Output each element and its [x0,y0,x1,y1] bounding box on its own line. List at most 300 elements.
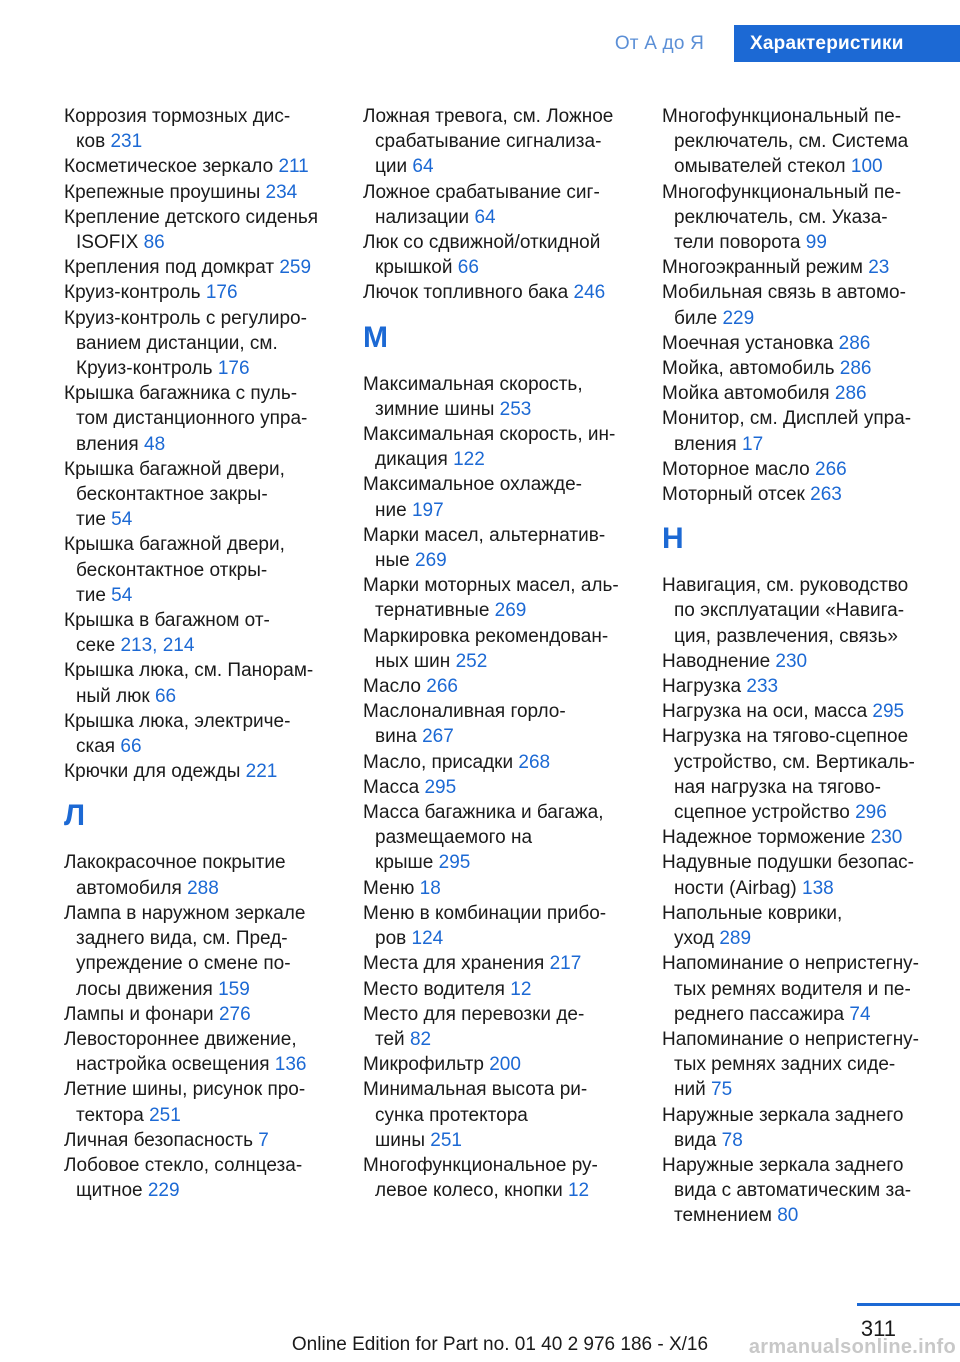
index-page-link[interactable]: 200 [489,1054,521,1076]
index-entry-line [64,129,344,154]
index-page-link[interactable]: 295 [438,852,471,874]
index-entry-line [363,850,643,875]
index-page-link[interactable]: 66 [457,257,479,279]
index-entry-line [662,381,942,406]
index-entry-line [662,129,942,154]
index-entry-line [64,255,344,280]
index-entry-text: Меню в комбинации прибо- [363,902,607,924]
index-page-link[interactable]: 229 [722,307,755,329]
index-entry-text: ный люк [76,685,150,707]
index-page-link[interactable]: 234 [265,181,298,203]
index-entry-line [363,951,643,976]
index-page-link[interactable]: 12 [567,1180,590,1202]
index-entry-line [363,180,643,205]
index-entry-line [64,658,344,683]
index-entry [64,1153,344,1203]
index-entry-text: Нагрузка на тягово-сцепное [662,726,909,748]
index-page-link[interactable]: 12 [510,978,532,1000]
index-page-link[interactable]: 286 [834,383,867,405]
index-entry-line [363,876,643,901]
index-entry [363,104,643,180]
index-entry-text: тернативные [375,600,490,622]
header-chapter-tab: Характеристики [734,25,960,62]
index-entry-text: Многофункциональный пе- [662,106,902,127]
index-page-link[interactable]: 286 [838,332,871,354]
index-entry-line [64,1103,344,1128]
index-entry [64,104,344,154]
index-entry-line [662,825,942,850]
index-page-link[interactable]: 122 [453,449,485,471]
index-entry [662,1027,942,1103]
index-entry-text: Лампы и фонари [64,1003,214,1025]
index-entry [363,1077,643,1153]
index-entry-text: Напоминание о непристегну- [662,1028,920,1050]
index-page-link[interactable]: 231 [110,131,143,153]
index-entry-text: ции [375,156,408,178]
index-entry-line [64,583,344,608]
index-entry-text: секе [76,635,116,657]
index-page-link[interactable]: 100 [850,156,883,178]
index-entry-line [363,1178,643,1203]
index-entry [64,457,344,533]
index-entry-text: реключатель, см. Система [674,131,909,153]
index-entry-text: срабатывание сигнализа- [375,131,602,153]
index-page-link[interactable]: 266 [815,458,847,480]
index-entry [662,724,942,825]
index-entry-text: реднего пассажира [674,1003,845,1025]
index-entry-text: темнением [674,1205,772,1227]
index-entry-line [662,598,942,623]
index-entry-line [662,977,942,1002]
index-page-link[interactable]: 269 [415,550,447,572]
index-entry [64,1002,344,1027]
index-entry-line [363,926,643,951]
index-entry-line [662,230,942,255]
index-entry [363,180,643,230]
index-entry [662,951,942,1027]
index-entry-text: Люк со сдвижной/откидной [363,232,601,254]
index-entry-text: лосы движения [76,978,213,1000]
index-entry-line [363,498,643,523]
index-page-link[interactable]: 23 [868,257,890,279]
index-page-link[interactable]: 80 [777,1205,799,1227]
index-entry-line [64,306,344,331]
index-entry-line [662,926,942,951]
index-entry [64,850,344,900]
index-entry-text: Нагрузка [662,676,742,698]
index-entry [662,280,942,330]
index-entry-text: по эксплуатации «Навига- [674,600,905,622]
index-entry-text: Напольные коврики, [662,902,843,924]
index-page-link[interactable]: 253 [499,398,532,420]
index-entry-line [662,649,942,674]
index-entry-line [662,1178,942,1203]
index-entry-line [363,1027,643,1052]
index-entry-line [662,1128,942,1153]
index-entry-text: тие [76,584,106,606]
index-page-link[interactable]: 246 [573,282,606,304]
index-entry-line [662,482,942,507]
index-entry [363,775,643,800]
index-page-link[interactable]: 289 [719,928,752,950]
index-entry-line [64,1178,344,1203]
index-entry [662,825,942,850]
index-entry [662,381,942,406]
index-entry-text: нализации [375,206,470,228]
index-entry-text: ISOFIX [76,232,139,254]
index-entry-line [363,977,643,1002]
index-entry [662,104,942,180]
index-entry-text: Наружные зеркала заднего [662,1104,904,1126]
index-entry-text: ванием дистанции, см. [76,332,278,354]
index-entry-text: Навигация, см. руководство [662,575,909,597]
index-entry-line [64,901,344,926]
index-entry-line [64,205,344,230]
index-entry-line [363,649,643,674]
index-entry-line [662,154,942,179]
page-header [0,0,960,62]
index-entry [662,850,942,900]
index-entry-text: ция, развлечения, связь» [674,625,898,647]
index-entry-text: Максимальное охлажде- [363,474,582,496]
index-entry-text: сунка протектора [375,1104,528,1126]
index-entry-line [363,699,643,724]
index-entry-line [662,1002,942,1027]
index-page-link[interactable]: 252 [455,650,488,672]
index-entry [662,1153,942,1229]
index-entry-line [64,104,344,129]
index-entry-line [662,775,942,800]
index-entry-line [662,1203,942,1228]
index-page-link[interactable]: 221 [245,761,278,783]
index-entry [662,255,942,280]
index-entry-line [662,180,942,205]
index-entry-text: размещаемого на [375,827,533,849]
index-letter-heading: Н [662,522,684,556]
index-page-link[interactable]: 138 [802,877,834,899]
index-entry-line [64,633,344,658]
index-entry-text: Масло [363,676,421,698]
index-entry-line [662,850,942,875]
index-entry-line [64,876,344,901]
index-entry-line [662,951,942,976]
index-page-link[interactable]: 54 [111,509,133,531]
index-entry [662,482,942,507]
index-entry-text: Моторный отсек [662,484,805,506]
index-entry-line [363,422,643,447]
index-entry-text: Мобильная связь в автомо- [662,282,906,304]
index-page-link[interactable]: 54 [111,584,133,606]
index-entry-text: уход [674,928,715,950]
index-entry-text: ская [76,736,116,758]
index-page-link[interactable]: 288 [187,877,219,899]
index-entry-line [64,356,344,381]
index-entry-text: вина [375,726,417,748]
index-page-link[interactable]: 159 [218,978,250,1000]
index-page-link[interactable]: 286 [839,358,872,380]
index-entry-line [662,800,942,825]
index-entry-line [64,230,344,255]
index-entry [64,1077,344,1127]
index-entry [363,1052,643,1077]
index-page-link[interactable]: 251 [149,1104,181,1126]
index-entry [64,759,344,784]
index-page-link[interactable]: 82 [409,1028,432,1050]
index-letter-heading: М [363,320,388,354]
index-entry-text: омывателей стекол [674,156,846,178]
index-entry-line [662,457,942,482]
index-letter-heading: Л [64,799,86,833]
index-entry-line [64,734,344,759]
index-entry-line [363,205,643,230]
index-page-link[interactable]: 263 [810,484,842,506]
index-entry [64,255,344,280]
index-page-link[interactable]: 233 [746,676,779,698]
index-page-link[interactable]: 66 [154,685,177,707]
index-entry-text: тие [76,509,106,531]
index-column-2 [363,104,643,1203]
index-entry-line [64,280,344,305]
index-entry-text: Многофункциональное ру- [363,1154,598,1176]
index-entry-text: вления [76,433,139,455]
index-entry [64,532,344,608]
index-entry [662,901,942,951]
index-entry-line [363,397,643,422]
index-page-link[interactable]: 230 [870,827,903,849]
index-page-link[interactable]: 213, 214 [120,635,195,657]
index-entry-text: автомобиля [76,877,182,899]
index-page-link[interactable]: 75 [711,1079,733,1101]
index-entry-line [662,280,942,305]
index-page-link[interactable]: 217 [549,953,582,975]
index-entry-text: Наружные зеркала заднего [662,1154,904,1176]
index-entry-line [662,1103,942,1128]
index-entry-text: левое колесо, кнопки [375,1180,563,1202]
index-entry-text: ных шин [375,650,451,672]
index-entry-text: Нагрузка на оси, масса [662,701,868,723]
index-page-link[interactable]: 295 [424,776,457,798]
index-column-3 [662,104,942,1229]
index-entry [662,699,942,724]
index-entry [64,608,344,658]
index-entry-text: Моечная установка [662,332,834,354]
index-entry-text: Крышка багажной двери, [64,458,285,480]
index-entry-line [363,825,643,850]
index-entry-text: настройка освещения [76,1054,270,1076]
index-entry-line [64,1077,344,1102]
index-entry-text: тых ремнях водителя и пе- [674,978,911,1000]
index-entry-line [363,1002,643,1027]
index-entry-line [662,205,942,230]
index-entry-line [363,255,643,280]
index-entry-text: Максимальная скорость, ин- [363,424,616,446]
index-entry-line [363,800,643,825]
index-entry-text: упреждение о смене по- [76,953,291,975]
index-entry-line [363,447,643,472]
index-entry-text: зимние шины [375,398,495,420]
index-entry-text: Многофункциональный пе- [662,181,902,203]
index-page-link[interactable]: 268 [518,751,551,773]
index-entry [363,573,643,623]
index-entry-text: Ложное срабатывание сиг- [363,181,600,203]
index-entry-line [662,624,942,649]
index-entry-line [363,280,643,305]
index-entry-text: ние [375,499,407,521]
index-entry [64,280,344,305]
index-page-link[interactable]: 18 [419,877,441,899]
index-entry-line [363,230,643,255]
index-entry-line [64,406,344,431]
index-page-link[interactable]: 211 [278,156,309,178]
index-entry-text: ков [76,131,106,153]
index-entry-line [662,331,942,356]
index-entry-line [64,759,344,784]
index-entry-line [363,523,643,548]
index-entry-text: Масса багажника и багажа, [363,802,604,824]
index-entry [64,154,344,179]
index-entry [662,457,942,482]
index-page-link[interactable]: 78 [721,1129,743,1151]
index-entry-text: крышкой [375,257,453,279]
index-entry-line [662,674,942,699]
index-entry-text: щитное [76,1180,143,1202]
index-entry-line [363,1103,643,1128]
index-page-link[interactable]: 176 [205,282,238,304]
index-entry-line [662,356,942,381]
index-page-link[interactable]: 86 [143,232,165,254]
index-entry-line [64,432,344,457]
index-entry-line [662,255,942,280]
index-entry [64,901,344,1002]
index-entry-line [662,901,942,926]
index-entry-text: тей [375,1028,405,1050]
index-page-link[interactable]: 267 [422,726,454,748]
index-entry [662,1103,942,1153]
index-entry-text: Круиз-контроль с регулиро- [64,307,307,329]
index-entry-line [64,180,344,205]
index-entry [363,1002,643,1052]
index-entry-line [363,1128,643,1153]
index-entry [662,573,942,649]
index-entry-line [64,1052,344,1077]
index-entry-text: Маслоналивная горло- [363,701,566,723]
index-entry-text: Лобовое стекло, солнцеза- [64,1154,303,1176]
index-entry-line [64,558,344,583]
index-entry-text: Мойка, автомобиль [662,358,835,380]
index-entry-line [363,674,643,699]
index-page-link[interactable]: 66 [120,736,142,758]
index-entry-line [363,1153,643,1178]
index-entry [662,331,942,356]
index-entry-text: Масло, присадки [363,751,514,773]
index-entry [64,205,344,255]
index-entry-text: Максимальная скорость, [363,373,583,395]
index-page-link[interactable]: 230 [775,650,808,672]
header-section-label: От А до Я [614,32,704,54]
index-entry-text: Крышка люка, электриче- [64,710,291,732]
index-entry-text: Крышка багажной двери, [64,534,285,556]
index-page-link[interactable]: 269 [494,600,527,622]
index-page-link[interactable]: 296 [855,802,887,824]
index-entry-line [363,724,643,749]
index-entry-text: Крючки для одежды [64,761,241,783]
index-page-link[interactable]: 7 [258,1129,269,1151]
index-entry-text: тектора [76,1104,144,1126]
index-entry-line [64,381,344,406]
index-page-link[interactable]: 251 [430,1129,462,1151]
index-page-link[interactable]: 229 [147,1180,180,1202]
index-entry-text: Моторное масло [662,458,810,480]
index-entry [64,709,344,759]
index-page-link[interactable]: 266 [426,676,458,698]
index-entry-line [64,482,344,507]
index-page-link[interactable]: 259 [279,257,312,279]
index-entry-text: Маркировка рекомендован- [363,625,609,647]
index-entry [363,750,643,775]
index-entry-text: Крышка багажника с пуль- [64,383,298,405]
index-page-link[interactable]: 48 [144,433,166,455]
index-entry-line [64,951,344,976]
index-entry-text: Место водителя [363,978,505,1000]
index-entry-text: Надувные подушки безопас- [662,852,915,874]
index-entry-text: ний [674,1079,706,1101]
index-entry [363,674,643,699]
index-entry-line [64,154,344,179]
index-entry-text: Наводнение [662,650,771,672]
index-page-link[interactable]: 197 [411,499,444,521]
index-entry-text: Крышка в багажном от- [64,610,270,632]
index-entry-line [363,129,643,154]
index-entry-line [363,624,643,649]
index-page-link[interactable]: 295 [872,701,905,723]
index-page-link[interactable]: 124 [411,928,444,950]
index-page-link[interactable]: 176 [217,358,250,380]
index-page-link[interactable]: 64 [474,206,496,228]
index-entry [64,658,344,708]
index-entry-text: биле [674,307,718,329]
index-entry-line [64,709,344,734]
index-entry-text: сцепное устройство [674,802,850,824]
index-entry-text: крыше [375,852,434,874]
index-page-link[interactable]: 74 [849,1003,871,1025]
index-entry [363,472,643,522]
index-entry-line [363,598,643,623]
index-entry-text: ная нагрузка на тягово- [674,776,881,798]
index-entry-line [662,1153,942,1178]
index-entry [662,649,942,674]
index-entry-text: Монитор, см. Дисплей упра- [662,408,912,430]
index-entry-text: Масса [363,776,420,798]
footer-rule [857,1303,960,1306]
index-entry-text: том дистанционного упра- [76,408,308,430]
index-entry-text: бесконтактное откры- [76,559,268,581]
index-entry-text: Напоминание о непристегну- [662,953,920,975]
index-entry-line [363,1052,643,1077]
index-page-link[interactable]: 136 [274,1054,307,1076]
index-entry [363,372,643,422]
index-entry-text: тых ремнях задних сиде- [674,1054,896,1076]
index-entry [662,356,942,381]
index-page-link[interactable]: 64 [412,156,434,178]
index-page-link[interactable]: 17 [742,433,764,455]
index-entry-line [64,1027,344,1052]
index-entry-line [64,457,344,482]
index-entry-text: вида [674,1129,717,1151]
index-page-link[interactable]: 276 [218,1003,251,1025]
index-entry-text: Лючок топливного бака [363,282,569,304]
index-entry-line [662,432,942,457]
index-page-link[interactable]: 99 [805,232,827,254]
